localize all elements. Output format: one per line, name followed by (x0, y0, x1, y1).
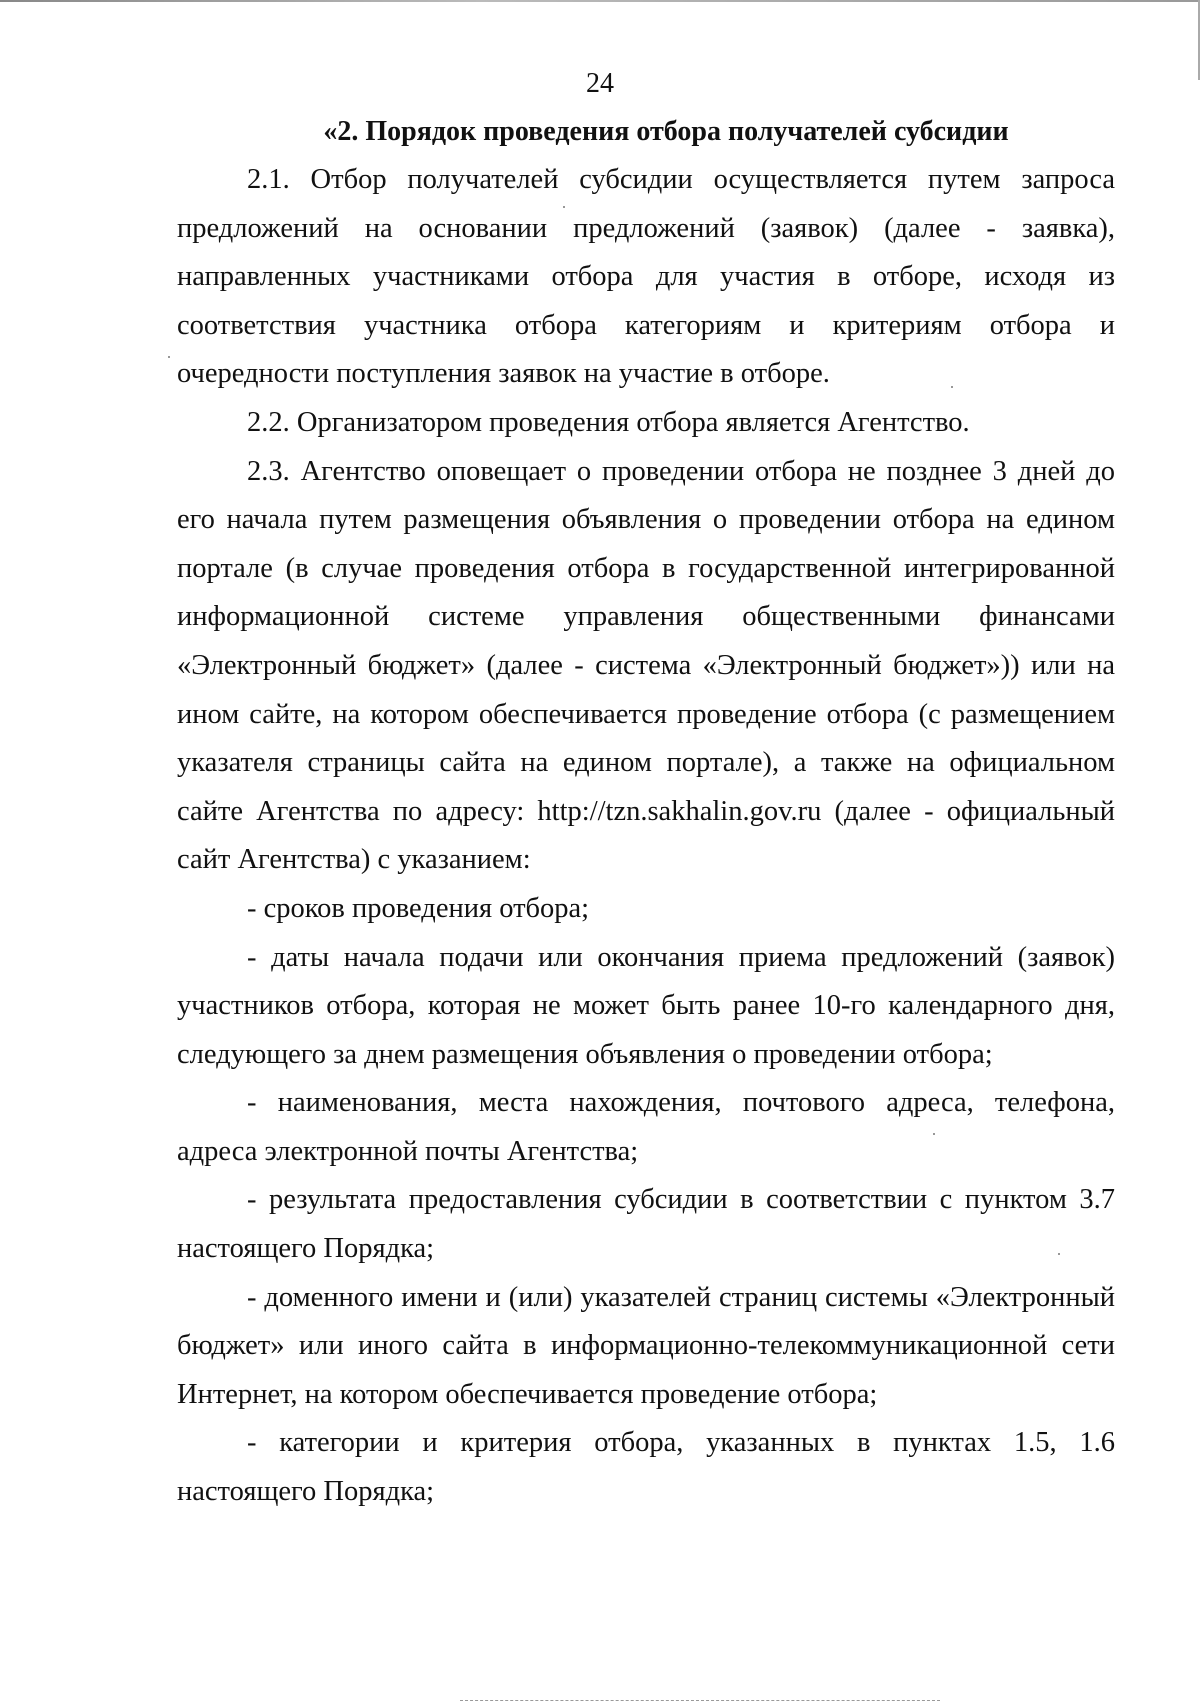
scan-speck (563, 206, 565, 208)
list-item: - категории и критерия отбора, указанных в пунктах 1.5, 1.6 настоящего Порядка; (177, 1427, 1115, 1508)
paragraph-2-2: 2.2. Организатором проведения отбора является Агентство. (247, 406, 970, 438)
scan-speck (933, 1133, 935, 1135)
scan-speck (951, 386, 953, 388)
list-item: - даты начала подачи или окончания приема предложений (заявок) участников отбора, которая не может быть ранее 10-го календарного дня, следующего за днем размещения объявления о проведении отбора; (177, 941, 1115, 1070)
paragraph-2-1: 2.1. Отбор получателей субсидии осуществляется путем запроса предложений на основании предложений (заявок) (далее - заявка), направленных участниками отбора для участия в отборе, исходя из соответствия участника отбора категориям и критериям отбора и очередности поступления заявок на участие в отборе. (177, 164, 1115, 390)
list-item: - доменного имени и (или) указателей страниц системы «Электронный бюджет» или иного сайта в информационно-телекоммуникационной сети Интернет, на котором обеспечивается проведение отбора; (177, 1281, 1115, 1410)
section-heading: «2. Порядок проведения отбора получателей субсидии (323, 116, 1009, 147)
page-number: 24 (586, 68, 614, 99)
scan-speck (168, 356, 170, 358)
scan-speck (1058, 1253, 1060, 1255)
document-body (177, 108, 1115, 1517)
bottom-scan-line (460, 1700, 940, 1702)
list-item: - сроков проведения отбора; (247, 892, 590, 924)
list-item: - результата предоставления субсидии в соответствии с пунктом 3.7 настоящего Порядка; (177, 1184, 1115, 1265)
scan-edge-top (0, 0, 1200, 2)
list-item: - наименования, места нахождения, почтового адреса, телефона, адреса электронной почты Агентства; (177, 1087, 1115, 1167)
paragraph-2-3: 2.3. Агентство оповещает о проведении отбора не позднее 3 дней до его начала путем размещения объявления о проведении отбора на едином портале (в случае проведения отбора в государственной интегрированной информационной системе управления общественными финансами «Электронный бюджет» (далее - система «Электронный бюджет»)) или на ином сайте, на котором обеспечивается проведение отбора (с размещением указателя страницы сайта на едином портале), а также на официальном сайте Агентства по адресу: http://tzn.sakhalin.gov.ru (далее - официальный сайт Агентства) с указанием: (177, 455, 1115, 876)
